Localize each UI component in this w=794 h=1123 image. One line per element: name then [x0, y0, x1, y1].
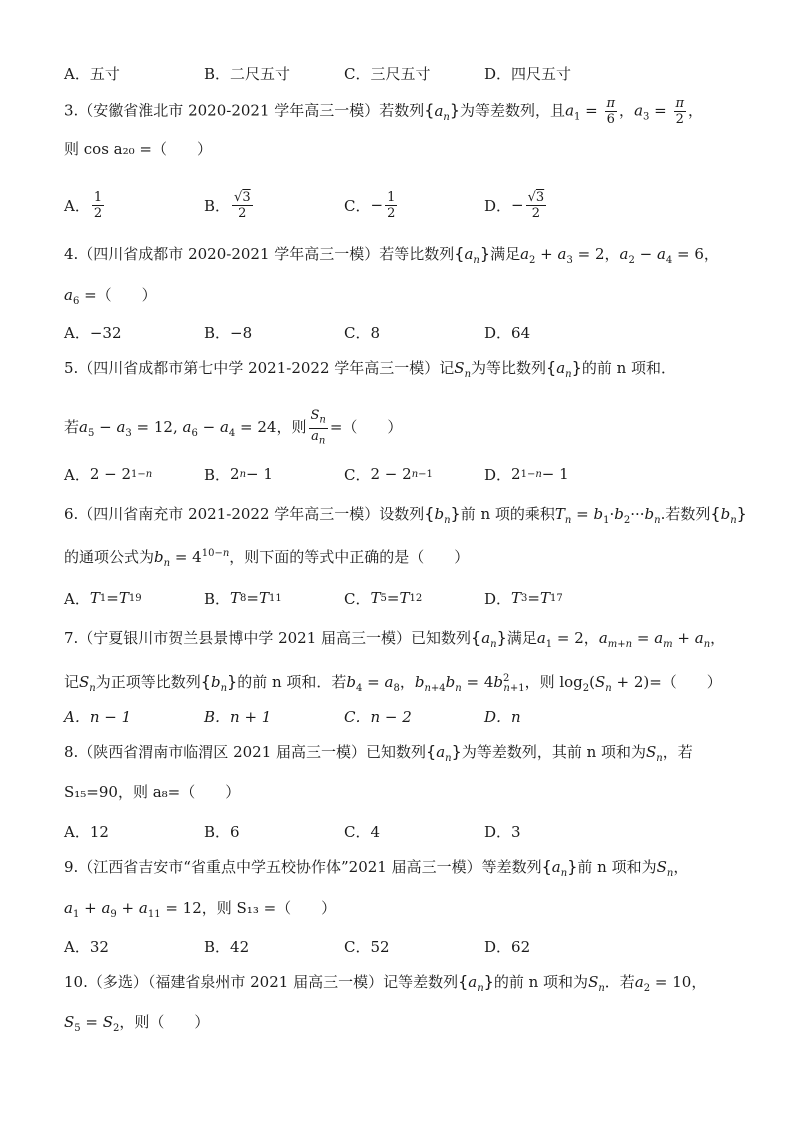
q4-option-c: C．8: [344, 323, 381, 342]
q8-stem-line1: 8.（陕西省渭南市临渭区 2021 届高三一模）已知数列$\{a_n\}$为等差数列，其前 n 项和为$S_n$，若: [64, 742, 693, 764]
q2-option-b: B．二尺五寸: [204, 64, 291, 83]
q3-stem-line2: 则 cos a₂₀ =（ ）: [64, 140, 212, 158]
q9-options: [64, 928, 744, 964]
q10-stem-line2: $S_5 = S_2$，则（ ）: [64, 1013, 210, 1034]
q5-stem-line1: 5.（四川省成都市第七中学 2021-2022 学年高三一模）记$S_n$为等比数列$\{a_n\}$的前 n 项和．: [64, 358, 677, 380]
q2-options: [64, 55, 744, 91]
q6-option-a: A． T 1 = T 19: [64, 589, 142, 608]
q3-option-d: D． − $\frac{√3}{2}$: [484, 189, 545, 221]
q8-option-a: A．12: [64, 822, 109, 841]
q5-option-b: B． 2 n − 1: [204, 465, 273, 484]
q3-option-a: A． $\frac{1}{2}$: [64, 189, 103, 221]
q8-options: [64, 813, 744, 849]
q7-option-d: D．n: [484, 707, 521, 726]
q7-option-c: C．n − 2: [344, 707, 412, 726]
q6-option-d: D． T 3 = T 17: [484, 589, 563, 608]
q4-option-a: A．−32: [64, 323, 122, 342]
q10-stem-line1: 10.（多选）（福建省泉州市 2021 届高三一模）记等差数列$\{a_n\}$的前 n 项和为$S_n$．若$a_2 = 10$，: [64, 972, 707, 994]
q9-stem-line2: $a_1 + a_9 + a_{11} = 12$，则 S₁₃ =（ ）: [64, 899, 337, 920]
q6-option-c: C． T 5 = T 12: [344, 589, 423, 608]
q3-stem-line1: 3.（安徽省淮北市 2020-2021 学年高三一模）若数列$\{a_n\}$为等差数列，且$a_1$ = $\frac{\pi}{6}$ ，$a_3$ = $\frac{\pi}{2}$ ，: [64, 96, 704, 127]
q7-option-a: A．n − 1: [64, 707, 132, 726]
q3-option-c: C． − $\frac{1}{2}$: [344, 189, 396, 221]
q6-options: [64, 580, 744, 616]
q4-option-b: B．−8: [204, 323, 253, 342]
q3-option-b: B． $\frac{√3}{2}$: [204, 189, 251, 221]
q7-stem-line1: 7.（宁夏银川市贺兰县景博中学 2021 届高三一模）已知数列$\{a_n\}$满足$a_1 = 2$，$a_{m+n} = a_m + a_n$，: [64, 628, 726, 650]
q7-option-b: B．n + 1: [204, 707, 272, 726]
q9-option-a: A．32: [64, 937, 109, 956]
q9-option-b: B．42: [204, 937, 250, 956]
q3-options: [64, 187, 744, 223]
q5-option-c: C． 2 − 2 n−1: [344, 465, 433, 484]
q8-option-b: B．6: [204, 822, 240, 841]
q2-option-d: D．四尺五寸: [484, 64, 572, 83]
q5-option-a: A． 2 − 2 1−n: [64, 465, 153, 484]
q5-stem-line2: 若$a_5 - a_3 = 12$, $a_6 - a_4 = 24$，则 $\frac{S_n}{a_n}$ =（ ）: [64, 408, 403, 447]
q9-stem-line1: 9.（江西省吉安市“省重点中学五校协作体”2021 届高三一模）等差数列$\{a_n\}$前 n 项和为$S_n$，: [64, 857, 689, 879]
q7-stem-line2: 记$S_n$为正项等比数列$\{b_n\}$的前 n 项和．若$b_4 = a_8$，$b_{n+4}b_n = 4b^2_{n+1}$，则 $\log_2(S_n + 2)=$（ ）: [64, 672, 722, 694]
q5-options: [64, 456, 744, 492]
q8-stem-line2: S₁₅=90，则 a₈=（ ）: [64, 783, 241, 801]
q9-option-c: C．52: [344, 937, 390, 956]
q5-option-d: D． 2 1−n − 1: [484, 465, 569, 484]
q2-option-c: C．三尺五寸: [344, 64, 431, 83]
q4-stem-line2: $a_6$ =（ ）: [64, 286, 157, 307]
q9-option-d: D．62: [484, 937, 531, 956]
q6-stem-line1: 6.（四川省南充市 2021-2022 学年高三一模）设数列$\{b_n\}$前 n 项的乘积$T_n = b_1\cdot b_2\cdot\cdot\cdot b_n$.若数列$\{b_n\}$: [64, 504, 747, 526]
q6-stem-line2: 的通项公式为$b_n = 4^{10-n}$，则下面的等式中正确的是（ ）: [64, 548, 470, 569]
q2-option-a: A．五寸: [64, 64, 120, 83]
q4-options: [64, 314, 744, 350]
q7-options: [64, 698, 744, 734]
q4-stem-line1: 4.（四川省成都市 2020-2021 学年高三一模）若等比数列$\{a_n\}$满足$a_2 + a_3 = 2$，$a_2 - a_4 = 6$，: [64, 244, 719, 266]
q4-option-d: D．64: [484, 323, 531, 342]
q8-option-c: C．4: [344, 822, 381, 841]
q6-option-b: B． T 8 = T 11: [204, 589, 282, 608]
q8-option-d: D．3: [484, 822, 521, 841]
